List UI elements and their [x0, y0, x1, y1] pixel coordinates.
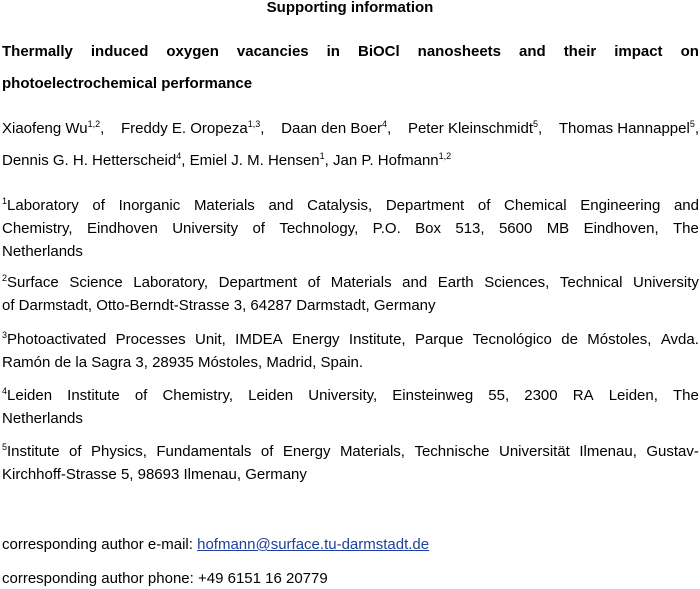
affiliation-4-word: 2300	[524, 387, 558, 404]
affiliation-1-word: and	[673, 197, 699, 214]
title-word: induced	[90, 43, 149, 60]
affiliation-1-word: and	[268, 197, 294, 214]
paper-title-line-1	[2, 42, 699, 62]
author-affiliation-marker: 5	[689, 119, 695, 129]
affiliation-4-word: of	[134, 387, 148, 404]
affiliation-4-word: The	[673, 387, 699, 404]
author-list-line-2	[2, 151, 699, 171]
affiliation-2-word: Earth	[437, 274, 474, 291]
affiliation-1-word: Technology,	[279, 220, 359, 237]
title-word: impact	[614, 43, 663, 60]
affiliation-4-line-2: Netherlands	[2, 410, 83, 427]
affiliation-3-word: Institute,	[348, 331, 406, 348]
affiliation-5-word: Technische	[414, 443, 490, 460]
affiliation-1-word: University	[172, 220, 239, 237]
author-list-line-1	[2, 119, 699, 139]
affiliation-1-word: Box	[415, 220, 441, 237]
affiliation-2-word: $^2$Surface	[2, 273, 59, 291]
page-heading: Supporting information	[266, 0, 434, 16]
affiliation-3-line-1	[2, 330, 699, 350]
author-name: Emiel J. M. Hensen$^1$,	[189, 151, 329, 169]
affiliation-1-word: Department	[385, 197, 465, 214]
phone-number: +49 6151 16 20779	[197, 570, 328, 587]
affiliation-1-word: $^1$Laboratory	[2, 196, 79, 214]
affiliation-1-line-1	[2, 196, 699, 216]
affiliation-number: 1	[2, 196, 8, 206]
affiliation-1-line-3: Netherlands	[2, 243, 83, 260]
affiliation-1-word: of	[252, 220, 265, 237]
affiliation-3-word: de	[561, 331, 578, 348]
paper-title-line-2: photoelectrochemical performance	[2, 75, 253, 92]
affiliation-1-word: Engineering	[580, 197, 661, 214]
title-word: nanosheets	[417, 43, 502, 60]
affiliation-1-word: Inorganic	[118, 197, 181, 214]
affiliation-1-word: The	[673, 220, 699, 237]
affiliation-1-word: Eindhoven,	[583, 220, 659, 237]
affiliation-5-word: $^5$Institute	[2, 442, 60, 460]
affiliation-number: 5	[2, 442, 8, 452]
affiliation-3-word: Móstoles,	[587, 331, 652, 348]
email-label: corresponding author e-mail:	[2, 536, 198, 553]
affiliation-number: 4	[2, 386, 8, 396]
affiliation-2-word: Technical	[559, 274, 623, 291]
affiliation-4-word: Institute	[67, 387, 120, 404]
author-name: Freddy E. Oropeza$^{1,3}$,	[121, 119, 265, 137]
title-word: oxygen	[166, 43, 219, 60]
affiliation-1-word: Chemistry,	[2, 220, 73, 237]
affiliation-5-word: Fundamentals	[156, 443, 252, 460]
affiliation-number: 2	[2, 273, 8, 283]
affiliation-1-word: 5600	[498, 220, 533, 237]
title-word: their	[563, 43, 597, 60]
title-word: on	[680, 43, 699, 60]
affiliation-2-word: and	[402, 274, 428, 291]
author-affiliation-marker: 1,3	[247, 119, 261, 129]
affiliation-4-word: Leiden	[248, 387, 294, 404]
affiliation-4-word: 55,	[488, 387, 510, 404]
author-name: Xiaofeng Wu$^{1,2}$,	[2, 119, 105, 137]
affiliation-5-word: of	[69, 443, 82, 460]
title-word: in	[326, 43, 340, 60]
affiliation-1-word: 513,	[455, 220, 485, 237]
title-word: and	[519, 43, 546, 60]
author-affiliation-marker: 4	[382, 119, 388, 129]
author-name: Dennis G. H. Hetterscheid$^4$,	[2, 151, 186, 169]
affiliation-5-word: Physics,	[91, 443, 147, 460]
affiliation-4-word: Einsteinweg	[392, 387, 474, 404]
corresponding-email-row	[2, 535, 699, 555]
affiliation-2-word: Laboratory,	[133, 274, 209, 291]
author-affiliation-marker: 1,2	[87, 119, 101, 129]
author-affiliation-marker: 1	[319, 151, 325, 161]
title-word: Thermally	[2, 43, 73, 60]
author-affiliation-marker: 5	[533, 119, 539, 129]
affiliation-1-word: MB	[546, 220, 570, 237]
author-name: Thomas Hannappel$^5$,	[558, 119, 699, 137]
affiliation-3-word: $^3$Photoactivated	[2, 330, 107, 348]
affiliation-1-word: P.O.	[372, 220, 401, 237]
affiliation-4-word: University,	[308, 387, 378, 404]
affiliation-3-word: Tecnológico	[472, 331, 552, 348]
author-name: Daan den Boer$^4$,	[281, 119, 392, 137]
title-word: BiOCl	[357, 43, 400, 60]
affiliation-1-word: Materials	[193, 197, 255, 214]
affiliation-5-word: of	[260, 443, 274, 460]
affiliation-1-word: of	[477, 197, 491, 214]
title-word: vacancies	[236, 43, 309, 60]
affiliation-3-word: Parque	[414, 331, 464, 348]
affiliation-5-line-1	[2, 442, 699, 462]
affiliation-3-word: Unit,	[194, 331, 226, 348]
affiliation-2-word: Materials	[330, 274, 392, 291]
affiliation-4-word: $^4$Leiden	[2, 386, 53, 404]
affiliation-5-word: Energy	[282, 443, 331, 460]
affiliation-1-word: Eindhoven	[86, 220, 158, 237]
affiliation-4-line-1	[2, 386, 699, 406]
author-affiliation-marker: 4	[176, 151, 182, 161]
phone-label: corresponding author phone:	[2, 570, 198, 587]
affiliation-3-word: Processes	[115, 331, 186, 348]
affiliation-3-line-2: Ramón de la Sagra 3, 28935 Móstoles, Madrid, Spain.	[2, 354, 364, 371]
affiliation-2-word: Science	[69, 274, 123, 291]
affiliation-1-word: Catalysis,	[307, 197, 373, 214]
affiliation-5-word: Universität	[498, 443, 570, 460]
affiliation-2-word: of	[307, 274, 321, 291]
affiliation-4-word: RA	[572, 387, 594, 404]
email-link[interactable]: hofmann@surface.tu-darmstadt.de	[197, 536, 430, 553]
affiliation-2-word: Sciences,	[484, 274, 550, 291]
affiliation-2-line-1	[2, 273, 699, 293]
corresponding-phone-row	[2, 569, 699, 589]
author-name: Peter Kleinschmidt$^5$,	[407, 119, 543, 137]
author-name: Jan P. Hofmann$^{1,2}$	[333, 151, 452, 169]
affiliation-4-word: Leiden,	[608, 387, 658, 404]
affiliation-5-word: Gustav-	[646, 443, 699, 460]
author-affiliation-marker: 1,2	[438, 151, 452, 161]
affiliation-2-word: Department	[218, 274, 298, 291]
affiliation-3-word: IMDEA	[235, 331, 283, 348]
affiliation-2-word: University	[633, 274, 699, 291]
affiliation-3-word: Avda.	[660, 331, 699, 348]
affiliation-5-word: Materials,	[339, 443, 405, 460]
affiliation-1-word: of	[92, 197, 105, 214]
affiliation-4-word: Chemistry,	[162, 387, 233, 404]
affiliation-3-word: Energy	[292, 331, 340, 348]
affiliation-2-line-2: of Darmstadt, Otto-Berndt-Strasse 3, 64287 Darmstadt, Germany	[2, 297, 436, 314]
affiliation-5-word: Ilmenau,	[579, 443, 637, 460]
affiliation-1-line-2	[2, 219, 699, 239]
affiliation-1-word: Chemical	[504, 197, 567, 214]
affiliation-5-line-2: Kirchhoff-Strasse 5, 98693 Ilmenau, Germany	[2, 466, 307, 483]
affiliation-number: 3	[2, 330, 8, 340]
